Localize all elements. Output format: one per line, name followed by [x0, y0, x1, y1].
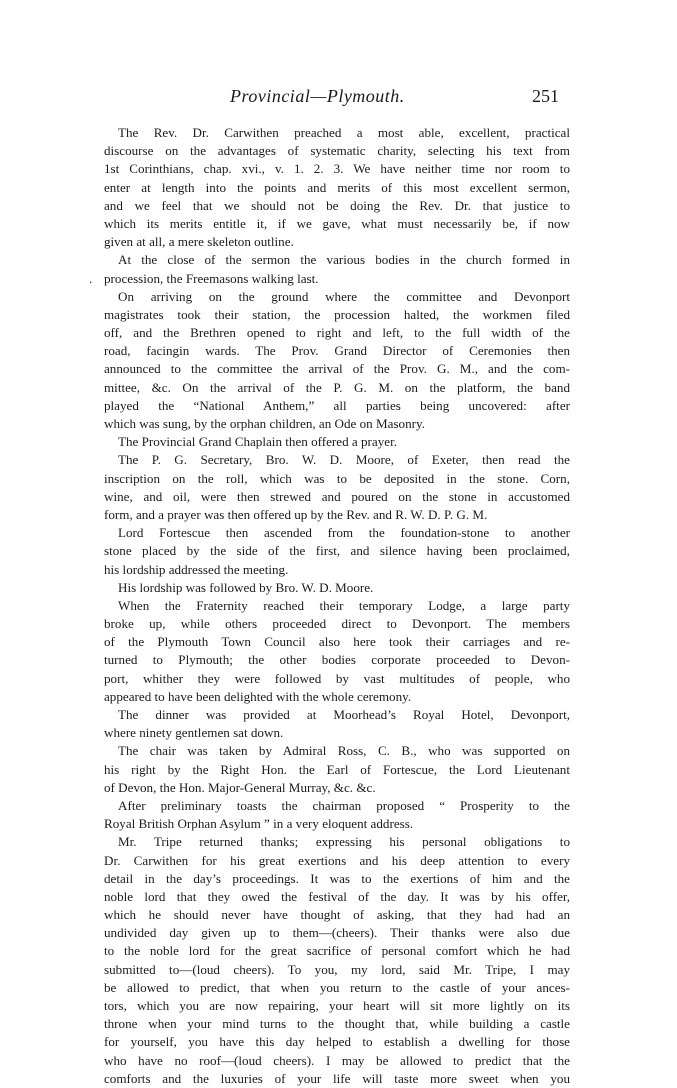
text-line: undivided day given up to them—(cheers). Their thanks were also due — [104, 925, 570, 941]
text-line: comforts and the luxuries of your life will taste more sweet when you — [104, 1070, 570, 1086]
text-line-row — [104, 633, 570, 651]
text-line-row — [104, 888, 570, 906]
text-line-row — [104, 724, 570, 742]
text-line-row — [104, 670, 570, 688]
text-line: The dinner was provided at Moorhead’s Royal Hotel, Devonport, — [118, 707, 570, 722]
page-number: 251 — [532, 86, 559, 106]
text-line: tors, which you are now repairing, your heart will sit more lightly on its — [104, 998, 570, 1013]
text-line: which its merits entitle it, if we gave, what must necessarily be, if now — [104, 215, 570, 231]
text-line: appeared to have been delighted with the whole ceremony. — [104, 688, 412, 704]
text-line: submitted to—(loud cheers). To you, my lord, said Mr. Tripe, I may — [104, 961, 570, 977]
text-line-row — [104, 506, 570, 524]
text-line: turned to Plymouth; the other bodies corporate proceeded to Devon- — [104, 652, 570, 668]
text-line: His lordship was followed by Bro. W. D. Moore. — [118, 579, 374, 595]
text-line-row — [104, 833, 570, 851]
text-line: to the noble lord for the great sacrifice of personal comfort which he had — [104, 943, 570, 959]
text-line: announced to the committee the arrival of the Prov. G. M., and the com- — [104, 361, 570, 377]
article-body — [89, 124, 570, 1088]
text-line: enter at length into the points and merits of this most excellent sermon, — [104, 179, 570, 195]
text-line: 1st Corinthians, chap. xvi., v. 1. 2. 3. We have neither time nor room to — [104, 161, 570, 177]
text-line: road, facingin wards. The Prov. Grand Director of Ceremonies then — [104, 343, 570, 359]
text-line: The Provincial Grand Chaplain then offered a prayer. — [118, 434, 397, 450]
text-line: which was sung, by the orphan children, an Ode on Masonry. — [104, 416, 425, 431]
text-line-row — [104, 815, 570, 833]
margin-mark: . — [89, 270, 93, 286]
text-line-row — [104, 415, 570, 433]
text-line: At the close of the sermon the various bodies in the church formed in — [118, 252, 570, 268]
text-line: When the Fraternity reached their temporary Lodge, a large party — [118, 597, 570, 613]
text-line: mittee, &c. On the arrival of the P. G. M. on the platform, the band — [104, 379, 570, 395]
text-line-row — [104, 870, 570, 888]
text-line-row — [104, 179, 570, 197]
text-line: The chair was taken by Admiral Ross, C. B., who was supported on — [118, 743, 570, 759]
text-line-row — [104, 761, 570, 779]
text-line-row — [104, 251, 570, 269]
text-line-row — [104, 1052, 570, 1070]
text-line-row — [104, 397, 570, 415]
running-title: Provincial—Plymouth. — [230, 86, 405, 106]
text-line-row — [104, 997, 570, 1015]
text-line-row — [104, 379, 570, 397]
text-line-row — [104, 1033, 570, 1051]
text-line-row — [104, 342, 570, 360]
text-line: his lordship addressed the meeting. — [104, 561, 289, 577]
text-line-row — [104, 451, 570, 469]
text-line: procession, the Freemasons walking last. — [104, 270, 319, 286]
text-line: Lord Fortescue then ascended from the foundation-stone to another — [118, 525, 570, 541]
text-line-row — [89, 270, 570, 288]
text-line: port, whither they were followed by vast multitudes of people, who — [104, 670, 570, 686]
text-line: for yourself, you have this day helped to establish a dwelling for those — [104, 1034, 570, 1050]
text-line-row — [104, 597, 570, 615]
text-line-row — [104, 324, 570, 342]
text-line: form, and a prayer was then offered up by the Rev. and R. W. D. P. G. M. — [104, 506, 488, 522]
text-line: broke up, while others proceeded direct to Devonport. The members — [104, 616, 570, 632]
text-line: be allowed to predict, that when you return to the castle of your ances- — [104, 979, 570, 995]
text-line: where ninety gentlemen sat down. — [104, 725, 284, 741]
text-line: and we feel that we should not be doing the Rev. Dr. that justice to — [104, 197, 570, 213]
text-line-row — [104, 688, 570, 706]
text-line: On arriving on the ground where the committee and Devonport — [118, 288, 570, 304]
text-line-row — [104, 360, 570, 378]
text-line: who have no roof—(loud cheers). I may be allowed to predict that the — [104, 1052, 570, 1068]
text-line-row — [104, 488, 570, 506]
text-line: detail in the day’s proceedings. It was to the exertions of him and the — [104, 870, 570, 886]
text-line: The Rev. Dr. Carwithen preached a most able, excellent, practical — [118, 125, 570, 140]
text-line: stone placed by the side of the first, and silence having been proclaimed, — [104, 543, 570, 559]
text-line: his right by the Right Hon. the Earl of Fortescue, the Lord Lieutenant — [104, 761, 570, 777]
text-line-row — [104, 797, 570, 815]
text-line-row — [104, 288, 570, 306]
text-line-row — [104, 142, 570, 160]
text-line: noble lord that they owed the festival of the day. It was by his offer, — [104, 888, 570, 904]
text-line-row — [104, 779, 570, 797]
text-line-row — [104, 579, 570, 597]
text-line: given at all, a mere skeleton outline. — [104, 234, 294, 250]
text-line-row — [104, 470, 570, 488]
text-line-row — [104, 979, 570, 997]
text-line-row — [104, 742, 570, 760]
text-line: of Devon, the Hon. Major-General Murray, &c. &c. — [104, 779, 376, 795]
text-line-row — [104, 215, 570, 233]
text-line: inscription on the roll, which was to be deposited in the stone. Corn, — [104, 470, 570, 486]
text-line-row — [104, 615, 570, 633]
text-line-row — [104, 1015, 570, 1033]
text-line-row — [104, 706, 570, 724]
text-line: Dr. Carwithen for his great exertions and his deep attention to every — [104, 852, 570, 868]
text-line: of the Plymouth Town Council also here took their carriages and re- — [104, 634, 570, 650]
text-line-row — [104, 561, 570, 579]
text-line-row — [104, 942, 570, 960]
text-line-row — [104, 233, 570, 251]
text-line: throne when your mind turns to the thought that, while building a castle — [104, 1016, 570, 1032]
text-line: Mr. Tripe returned thanks; expressing his personal obligations to — [118, 834, 570, 850]
text-line-row — [104, 542, 570, 560]
text-line-row — [104, 124, 570, 142]
text-line: wine, and oil, were then strewed and poured on the stone in accustomed — [104, 488, 570, 504]
text-line-row — [104, 433, 570, 451]
text-line-row — [104, 651, 570, 669]
page-header — [0, 86, 677, 112]
text-line: which he should never have thought of asking, that they had had an — [104, 907, 570, 923]
text-line-row — [104, 924, 570, 942]
text-line-row — [104, 160, 570, 178]
text-line-row — [104, 306, 570, 324]
text-line: discourse on the advantages of systematic charity, selecting his text from — [104, 143, 570, 159]
text-line-row — [104, 524, 570, 542]
text-line: Royal British Orphan Asylum ” in a very eloquent address. — [104, 816, 414, 832]
text-line: After preliminary toasts the chairman proposed “ Prosperity to the — [118, 797, 570, 813]
text-line: off, and the Brethren opened to right and left, to the full width of the — [104, 325, 570, 341]
text-line-row — [104, 852, 570, 870]
text-line-row — [104, 961, 570, 979]
text-line-row — [104, 197, 570, 215]
text-line: magistrates took their station, the procession halted, the workmen filed — [104, 306, 570, 322]
text-line-row — [104, 1070, 570, 1088]
text-line-row — [104, 906, 570, 924]
text-line: played the “National Anthem,” all parties being uncovered: after — [104, 397, 570, 413]
text-line: The P. G. Secretary, Bro. W. D. Moore, of Exeter, then read the — [118, 452, 570, 468]
